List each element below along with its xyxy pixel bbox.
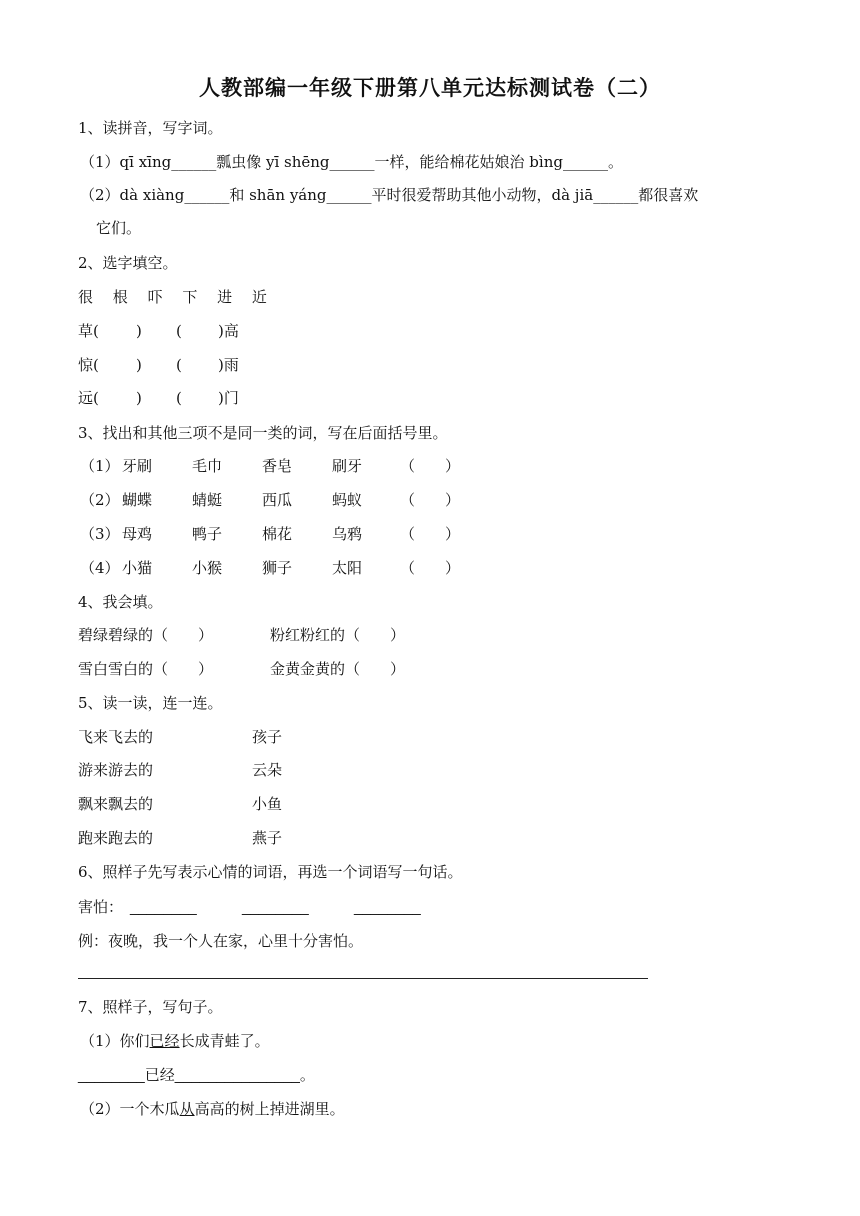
q1-heading: 1、读拼音，写字词。: [78, 119, 223, 137]
choice-char: 吓: [147, 288, 163, 306]
q3-num: （1）: [80, 457, 120, 475]
q2-choices: [78, 287, 282, 307]
q6-blank: ________: [354, 899, 421, 916]
q2-part: )高: [218, 322, 239, 340]
q5-row: [78, 727, 282, 747]
q3-word: 小猫: [122, 559, 153, 577]
q3-heading: 3、找出和其他三项不是同一类的词，写在后面括号里。: [78, 424, 448, 442]
q2-part: )门: [218, 389, 239, 407]
choice-char: 很: [78, 288, 94, 306]
q3-answer-paren: （ ）: [400, 491, 461, 509]
q7-blank: ________: [78, 1067, 145, 1084]
choice-char: 进: [217, 288, 233, 306]
q7-underlined-word: 已经: [149, 1032, 180, 1050]
choice-char: 根: [112, 288, 128, 306]
q5-row: [78, 828, 282, 848]
q2-part: (: [176, 356, 182, 374]
q4-item: 金黄金黄的（ ）: [270, 660, 406, 678]
q7-fill-row: [78, 1065, 315, 1086]
q3-word: 鸭子: [192, 525, 223, 543]
q5-right-item: 云朵: [252, 761, 283, 779]
q5-left-item: 游来游去的: [78, 761, 154, 779]
q3-num: （4）: [80, 559, 120, 577]
q2-part: (: [176, 389, 182, 407]
q3-word: 毛巾: [192, 457, 223, 475]
q2-part: ): [136, 389, 142, 407]
q3-row: [80, 456, 460, 476]
q6-blank: ________: [130, 899, 197, 916]
q1-line-3: 它们。: [96, 219, 142, 237]
q2-row: [78, 388, 239, 408]
q3-answer-paren: （ ）: [400, 525, 461, 543]
q7-text: 长成青蛙了。: [179, 1032, 270, 1050]
q3-answer-paren: （ ）: [400, 559, 461, 577]
q3-word: 狮子: [262, 559, 293, 577]
q3-answer-paren: （ ）: [400, 457, 461, 475]
q5-right-item: 孩子: [252, 728, 283, 746]
q5-right-item: 燕子: [252, 829, 283, 847]
q4-row: [78, 659, 405, 679]
q6-label: 害怕：: [78, 898, 124, 916]
q3-word: 棉花: [262, 525, 293, 543]
q3-word: 西瓜: [262, 491, 293, 509]
q3-row: [80, 558, 460, 578]
q3-word: 牙刷: [122, 457, 153, 475]
q1-line-2: （2）dà xiàng______和 shān yáng______平时很爱帮助其他小动物，dà jiā______都很喜欢: [80, 186, 699, 204]
q7-text: （2）一个木瓜: [80, 1100, 180, 1118]
q3-word: 蜻蜓: [192, 491, 223, 509]
q3-word: 乌鸦: [332, 525, 363, 543]
q3-word: 太阳: [332, 559, 363, 577]
q7-text: 。: [299, 1066, 315, 1084]
q7-underlined-word: 从: [179, 1100, 195, 1118]
q5-right-item: 小鱼: [252, 795, 283, 813]
q7-heading: 7、照样子，写句子。: [78, 998, 223, 1016]
q3-row: [80, 490, 460, 510]
q6-heading: 6、照样子先写表示心情的词语，再选一个词语写一句话。: [78, 863, 463, 881]
q3-word: 刷牙: [332, 457, 363, 475]
q4-item: 碧绿碧绿的（ ）: [78, 626, 214, 644]
q3-word: 蚂蚁: [332, 491, 363, 509]
q2-part: )雨: [218, 356, 239, 374]
q5-row: [78, 794, 282, 814]
q2-row: [78, 321, 239, 341]
q3-word: 小猴: [192, 559, 223, 577]
q3-word: 蝴蝶: [122, 491, 153, 509]
q2-part: ): [136, 322, 142, 340]
q6-blank: ________: [242, 899, 309, 916]
q7-text: （1）你们: [80, 1032, 150, 1050]
q7-text: 高高的树上掉进湖里。: [194, 1100, 345, 1118]
q6-fill-row: [78, 897, 421, 918]
q5-heading: 5、读一读，连一连。: [78, 694, 223, 712]
q2-part: 远(: [78, 389, 99, 407]
q5-row: [78, 760, 282, 780]
q3-num: （2）: [80, 491, 120, 509]
q3-word: 母鸡: [122, 525, 153, 543]
q5-left-item: 飘来飘去的: [78, 795, 154, 813]
q4-row: [78, 625, 405, 645]
q3-row: [80, 524, 460, 544]
q7-blank: _______________: [174, 1067, 300, 1084]
q2-row: [78, 355, 239, 375]
choice-char: 近: [251, 288, 267, 306]
q2-part: 惊(: [78, 356, 99, 374]
q7-sentence-2: [80, 1099, 345, 1119]
q6-example: 例：夜晚，我一个人在家，心里十分害怕。: [78, 932, 364, 950]
q1-line-1: （1）qī xīng______瓢虫像 yī shēng______一样，能给棉花姑娘治 bìng______。: [80, 153, 623, 171]
q5-left-item: 跑来跑去的: [78, 829, 154, 847]
q4-heading: 4、我会填。: [78, 593, 163, 611]
answer-line: [78, 978, 648, 979]
q7-sentence-1: [80, 1031, 270, 1051]
q2-part: (: [176, 322, 182, 340]
q4-item: 粉红粉红的（ ）: [270, 626, 406, 644]
q3-word: 香皂: [262, 457, 293, 475]
q2-part: ): [136, 356, 142, 374]
q4-item: 雪白雪白的（ ）: [78, 660, 214, 678]
q5-left-item: 飞来飞去的: [78, 728, 154, 746]
choice-char: 下: [182, 288, 198, 306]
page-title: 人教部编一年级下册第八单元达标测试卷（二）: [199, 76, 661, 100]
q3-num: （3）: [80, 525, 120, 543]
q7-fill-word: 已经: [144, 1066, 175, 1084]
q2-part: 草(: [78, 322, 99, 340]
q2-heading: 2、选字填空。: [78, 254, 178, 272]
